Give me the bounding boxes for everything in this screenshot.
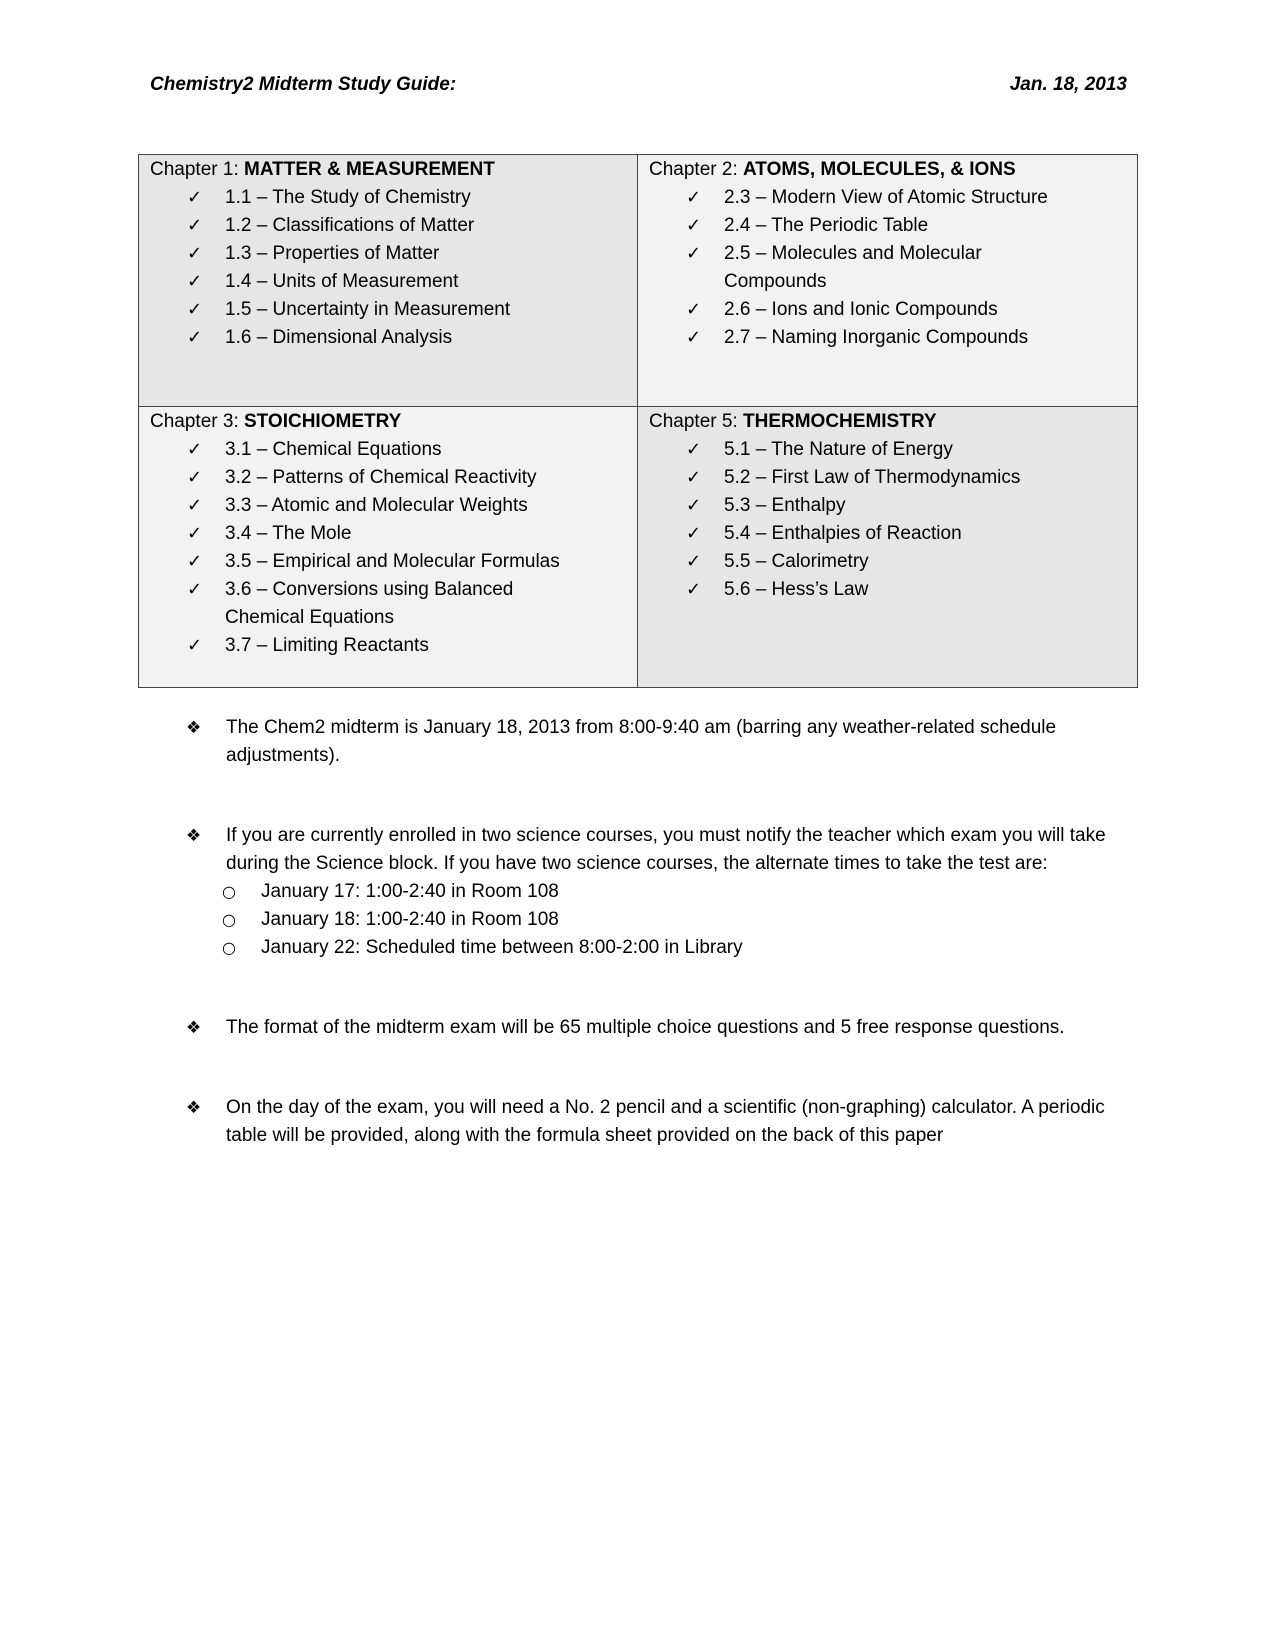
section-label: 3.2 – Patterns of Chemical Reactivity bbox=[225, 467, 537, 488]
note-two-courses bbox=[186, 822, 1136, 878]
alternate-time-item bbox=[186, 934, 1136, 962]
circle-bullet-icon: ○ bbox=[222, 910, 236, 929]
section-item bbox=[150, 296, 627, 324]
section-item bbox=[649, 464, 1127, 492]
chapter-3-title bbox=[150, 408, 627, 436]
section-label: 1.1 – The Study of Chemistry bbox=[225, 187, 471, 208]
chapter-5-title bbox=[649, 408, 1127, 436]
check-icon: ✓ bbox=[187, 187, 203, 208]
section-label: 2.5 – Molecules and Molecular Compounds bbox=[724, 243, 982, 292]
check-icon: ✓ bbox=[187, 439, 203, 460]
section-label: 3.1 – Chemical Equations bbox=[225, 439, 442, 460]
section-item bbox=[150, 324, 627, 352]
alternate-time-text: January 17: 1:00-2:40 in Room 108 bbox=[261, 881, 559, 902]
section-label: 5.6 – Hess’s Law bbox=[724, 579, 869, 600]
check-icon: ✓ bbox=[187, 243, 203, 264]
check-icon: ✓ bbox=[187, 327, 203, 348]
section-item bbox=[150, 632, 627, 660]
section-item bbox=[150, 240, 627, 268]
alternate-time-text: January 22: Scheduled time between 8:00-2:00 in Library bbox=[261, 937, 743, 958]
section-label: 1.4 – Units of Measurement bbox=[225, 271, 459, 292]
circle-bullet-icon: ○ bbox=[222, 938, 236, 957]
section-label: 3.5 – Empirical and Molecular Formulas bbox=[225, 551, 560, 572]
chapter-2-cell bbox=[638, 155, 1137, 407]
chapter-2-title bbox=[649, 156, 1127, 184]
diamond-bullet-icon: ❖ bbox=[186, 826, 202, 846]
section-item bbox=[649, 436, 1127, 464]
diamond-bullet-icon: ❖ bbox=[186, 1018, 202, 1038]
section-label: 2.4 – The Periodic Table bbox=[724, 215, 929, 236]
check-icon: ✓ bbox=[187, 523, 203, 544]
chapter-3-prefix: Chapter 3: bbox=[150, 411, 244, 432]
section-label: 3.4 – The Mole bbox=[225, 523, 352, 544]
section-item bbox=[150, 576, 545, 632]
section-item bbox=[649, 184, 1127, 212]
section-item bbox=[649, 520, 1127, 548]
check-icon: ✓ bbox=[187, 215, 203, 236]
check-icon: ✓ bbox=[686, 327, 702, 348]
section-label: 3.3 – Atomic and Molecular Weights bbox=[225, 495, 528, 516]
note-exam-time bbox=[186, 714, 1136, 770]
section-label: 1.6 – Dimensional Analysis bbox=[225, 327, 453, 348]
chapter-5-cell bbox=[638, 407, 1137, 687]
chapter-1-title bbox=[150, 156, 627, 184]
section-item bbox=[649, 548, 1127, 576]
note-text: The format of the midterm exam will be 65 multiple choice questions and 5 free response questions. bbox=[226, 1017, 1065, 1038]
section-label: 3.7 – Limiting Reactants bbox=[225, 635, 429, 656]
section-label: 5.3 – Enthalpy bbox=[724, 495, 846, 516]
note-text: The Chem2 midterm is January 18, 2013 from 8:00-9:40 am (barring any weather-related schedule adjustments). bbox=[226, 717, 1057, 766]
section-item bbox=[649, 492, 1127, 520]
section-item bbox=[649, 576, 1127, 604]
section-item bbox=[150, 212, 627, 240]
check-icon: ✓ bbox=[686, 467, 702, 488]
section-label: 5.1 – The Nature of Energy bbox=[724, 439, 953, 460]
section-item bbox=[150, 548, 627, 576]
check-icon: ✓ bbox=[686, 551, 702, 572]
section-label: 2.7 – Naming Inorganic Compounds bbox=[724, 327, 1029, 348]
chapter-2-sections bbox=[649, 184, 1127, 352]
check-icon: ✓ bbox=[187, 467, 203, 488]
exam-notes bbox=[186, 714, 1136, 1150]
alternate-times-list bbox=[186, 878, 1136, 962]
section-item bbox=[150, 268, 627, 296]
section-item bbox=[150, 520, 627, 548]
check-icon: ✓ bbox=[686, 523, 702, 544]
check-icon: ✓ bbox=[187, 495, 203, 516]
check-icon: ✓ bbox=[686, 243, 702, 264]
section-label: 1.3 – Properties of Matter bbox=[225, 243, 440, 264]
document-date: Jan. 18, 2013 bbox=[1009, 74, 1127, 95]
alternate-time-item bbox=[186, 906, 1136, 934]
document-title: Chemistry2 Midterm Study Guide: bbox=[150, 74, 457, 95]
section-label: 1.5 – Uncertainty in Measurement bbox=[225, 299, 511, 320]
chapter-1-prefix: Chapter 1: bbox=[150, 159, 244, 180]
check-icon: ✓ bbox=[187, 551, 203, 572]
section-item bbox=[150, 464, 627, 492]
chapter-3-name: STOICHIOMETRY bbox=[244, 411, 402, 432]
chapter-5-sections bbox=[649, 436, 1127, 604]
section-item bbox=[150, 184, 627, 212]
check-icon: ✓ bbox=[686, 439, 702, 460]
chapter-3-sections bbox=[150, 436, 627, 660]
check-icon: ✓ bbox=[686, 299, 702, 320]
section-label: 5.5 – Calorimetry bbox=[724, 551, 869, 572]
check-icon: ✓ bbox=[686, 187, 702, 208]
alternate-time-item bbox=[186, 878, 1136, 906]
chapter-5-name: THERMOCHEMISTRY bbox=[743, 411, 937, 432]
section-label: 3.6 – Conversions using Balanced Chemical Equations bbox=[225, 579, 514, 628]
chapter-1-sections bbox=[150, 184, 627, 352]
section-item bbox=[150, 492, 627, 520]
diamond-bullet-icon: ❖ bbox=[186, 718, 202, 738]
chapter-1-cell bbox=[139, 155, 638, 407]
chapter-3-cell bbox=[139, 407, 638, 687]
check-icon: ✓ bbox=[187, 271, 203, 292]
chapter-5-prefix: Chapter 5: bbox=[649, 411, 743, 432]
note-text: If you are currently enrolled in two science courses, you must notify the teacher which exam you will take during the Science block. If you have two science courses, the alternate times to take the test are: bbox=[226, 825, 1106, 874]
note-text: On the day of the exam, you will need a No. 2 pencil and a scientific (non-graphing) calculator. A periodic table will be provided, along with the formula sheet provided on the back of this paper bbox=[226, 1097, 1105, 1146]
alternate-time-text: January 18: 1:00-2:40 in Room 108 bbox=[261, 909, 559, 930]
check-icon: ✓ bbox=[686, 215, 702, 236]
section-label: 1.2 – Classifications of Matter bbox=[225, 215, 475, 236]
chapter-2-name: ATOMS, MOLECULES, & IONS bbox=[743, 159, 1016, 180]
check-icon: ✓ bbox=[187, 579, 203, 600]
section-item bbox=[649, 324, 1127, 352]
section-item bbox=[150, 436, 627, 464]
circle-bullet-icon: ○ bbox=[222, 882, 236, 901]
chapters-table bbox=[138, 154, 1138, 688]
section-item bbox=[649, 296, 1127, 324]
chapter-2-prefix: Chapter 2: bbox=[649, 159, 743, 180]
check-icon: ✓ bbox=[686, 579, 702, 600]
section-item bbox=[649, 212, 1127, 240]
check-icon: ✓ bbox=[686, 495, 702, 516]
chapter-1-name: MATTER & MEASUREMENT bbox=[244, 159, 495, 180]
section-label: 2.3 – Modern View of Atomic Structure bbox=[724, 187, 1048, 208]
note-exam-materials bbox=[186, 1094, 1136, 1150]
note-exam-format bbox=[186, 1014, 1136, 1042]
check-icon: ✓ bbox=[187, 635, 203, 656]
section-label: 2.6 – Ions and Ionic Compounds bbox=[724, 299, 998, 320]
section-label: 5.4 – Enthalpies of Reaction bbox=[724, 523, 962, 544]
section-item bbox=[649, 240, 1014, 296]
page-header bbox=[150, 74, 1127, 104]
section-label: 5.2 – First Law of Thermodynamics bbox=[724, 467, 1021, 488]
check-icon: ✓ bbox=[187, 299, 203, 320]
diamond-bullet-icon: ❖ bbox=[186, 1098, 202, 1118]
